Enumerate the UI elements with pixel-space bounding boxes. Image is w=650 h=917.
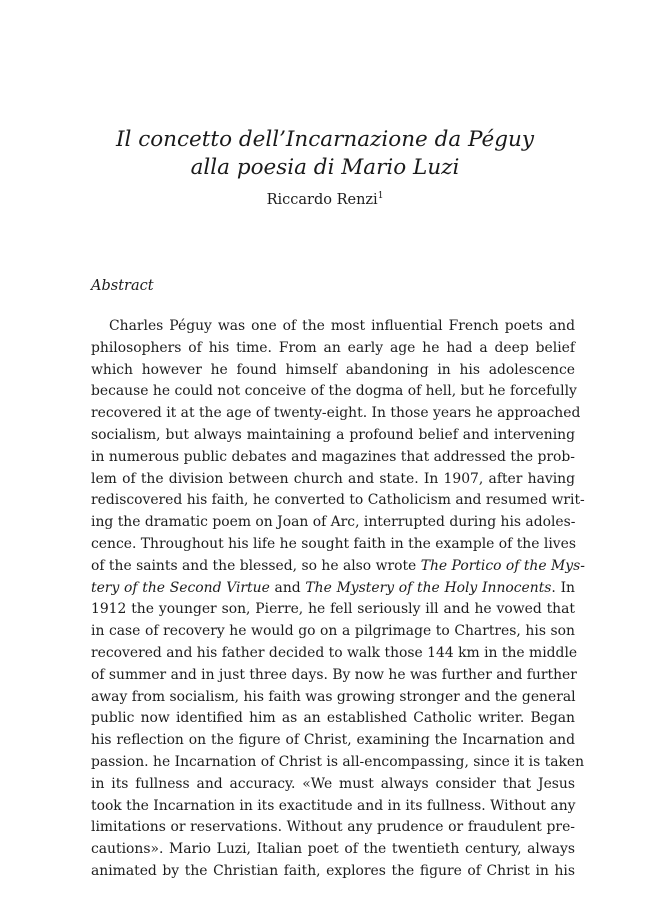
abstract-line: animated by the Christian faith, explores the figure of Christ in his (91, 862, 575, 879)
abstract-line-text: of the saints and the blessed, so he also wrote (91, 557, 421, 574)
abstract-line-text: and (269, 579, 306, 596)
abstract-line: ing the dramatic poem on Joan of Arc, interrupted during his adoles- (91, 514, 576, 531)
abstract-line: in its fullness and accuracy. «We must always consider that Jesus (91, 775, 575, 792)
abstract-line: socialism, but always maintaining a profound belief and intervening (91, 426, 575, 443)
abstract-line: cence. Throughout his life he sought faith in the example of the lives (91, 535, 576, 552)
abstract-line: in numerous public debates and magazines that addressed the prob- (91, 448, 575, 465)
abstract-line: public now identified him as an established Catholic writer. Began (91, 710, 575, 727)
abstract-line: cautions». Mario Luzi, Italian poet of the twentieth century, always (91, 841, 575, 858)
abstract-line: which however he found himself abandoning in his adolescence (91, 361, 575, 378)
abstract-line: rediscovered his faith, he converted to Catholicism and resumed writ- (91, 492, 585, 509)
title-line-2: alla poesia di Mario Luzi (190, 155, 460, 180)
abstract-line: recovered and his father decided to walk those 144 km in the middle (91, 644, 578, 661)
abstract-line: of summer and in just three days. By now he was further and further (91, 666, 577, 683)
abstract-line: Charles Péguy was one of the most influential French poets and (109, 318, 575, 334)
abstract-line: took the Incarnation in its exactitude and in its fullness. Without any (91, 797, 576, 814)
author (0, 190, 650, 210)
work-title-holy-innocents: The Mystery of the Holy Innocents (305, 579, 552, 596)
abstract-line: 1912 the younger son, Pierre, he fell seriously ill and he vowed that (91, 601, 575, 618)
abstract-line: because he could not conceive of the dogma of hell, but he forcefully (91, 383, 577, 400)
abstract-line: lem of the division between church and state. In 1907, after having (91, 470, 575, 487)
abstract-line: away from socialism, his faith was growing stronger and the general (91, 688, 576, 705)
footnote-marker: 1 (377, 191, 384, 202)
abstract-line: philosophers of his time. From an early age he had a deep belief (91, 339, 575, 356)
abstract-heading: Abstract (91, 278, 154, 294)
author-name: Riccardo Renzi (266, 192, 378, 208)
abstract-line (91, 556, 585, 578)
abstract-line: limitations or reservations. Without any prudence or fraudulent pre- (91, 819, 575, 836)
abstract-line: in case of recovery he would go on a pilgrimage to Chartres, his son (91, 623, 575, 640)
abstract-body (91, 316, 585, 883)
abstract-line: his reflection on the figure of Christ, examining the Incarnation and (91, 732, 575, 749)
abstract-line (91, 578, 575, 600)
abstract-line: passion. he Incarnation of Christ is all-encompassing, since it is taken (91, 753, 585, 770)
work-title-portico: The Portico of the Mys- (420, 557, 585, 574)
work-title-second-virtue: tery of the Second Virtue (91, 579, 270, 596)
title-line-1: Il concetto dell’Incarnazione da Péguy (115, 127, 535, 152)
abstract-line-text: . In (551, 579, 576, 596)
abstract-line: recovered it at the age of twenty-eight. In those years he approached (91, 405, 581, 422)
